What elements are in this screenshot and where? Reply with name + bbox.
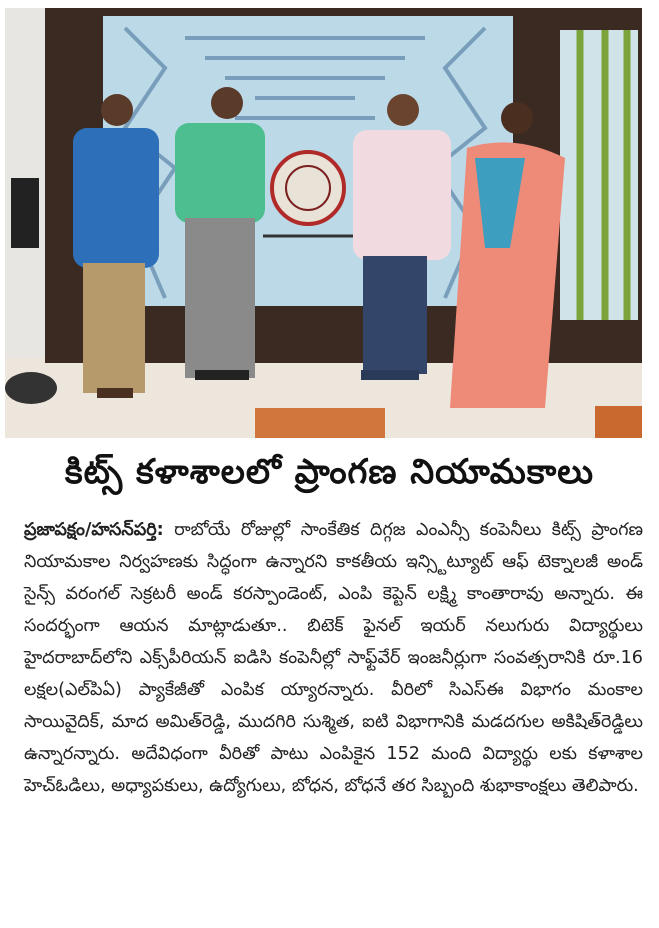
person-2 (175, 87, 265, 380)
news-photo (5, 8, 642, 438)
group-photo-illustration (5, 8, 642, 438)
chair (11, 178, 39, 248)
article-body (24, 514, 643, 802)
article-text: రాబోయే రోజుల్లో సాంకేతిక దిగ్గజ ఎంఎన్సీ కంపెనీలు కిట్స్ ప్రాంగణ నియామకాల నిర్వహణకు సిద్ధంగా ఉన్నారని కాకతీయ ఇన్స్టిట్యూట్ ఆఫ్ టెక్నాలజీ అండ్ సైన్స్ వరంగల్ సెక్రటరీ అండ్ కరస్పాండెంట్, ఎంపి కెప్టెన్ లక్ష్మి కాంతారావు అన్నారు. ఈ సందర్భంగా ఆయన మాట్లాడుతూ.. బిటెక్ ఫైనల్ ఇయర్ నలుగురు విద్యార్థులు హైదరాబాద్‌లోని ఎక్స్‌పీరియన్ ఐడిసి కంపెనీల్లో సాఫ్ట్‌వేర్ ఇంజనీర్లుగా సంవత్సరానికి రూ.16 లక్షల(ఎల్‌పిఏ) ప్యాకేజీతో ఎంపిక య్యారన్నారు. వీరిలో సిఎస్ఈ విభాగం మంకాల సాయివైదిక్, మాద అమిత్‌రెడ్డి, ముదగిరి సుశ్మిత, ఐటి విభాగానికి మడదగుల అకిషిత్‌రెడ్డిలు ఉన్నారన్నారు. అదేవిధంగా వీరితో పాటు ఎంపికైన 152 మంది విద్యార్థు లకు కళాశాల హెచ్ఓడిలు, అధ్యాపకులు, ఉద్యోగులు, బోధన, బోధనే తర సిబ్బంది శుభాకాంక్షలు తెలిపారు. (24, 520, 643, 796)
floor-tile (255, 408, 385, 438)
floor-mat (5, 372, 57, 404)
article-dateline: ప్రజాపక్షం/హసన్‌పర్తి: (24, 520, 164, 540)
article-headline: కిట్స్ కళాశాలలో ప్రాంగణ నియామకాలు (64, 452, 595, 492)
institute-emblem (272, 152, 344, 224)
floor-tile (595, 406, 642, 438)
